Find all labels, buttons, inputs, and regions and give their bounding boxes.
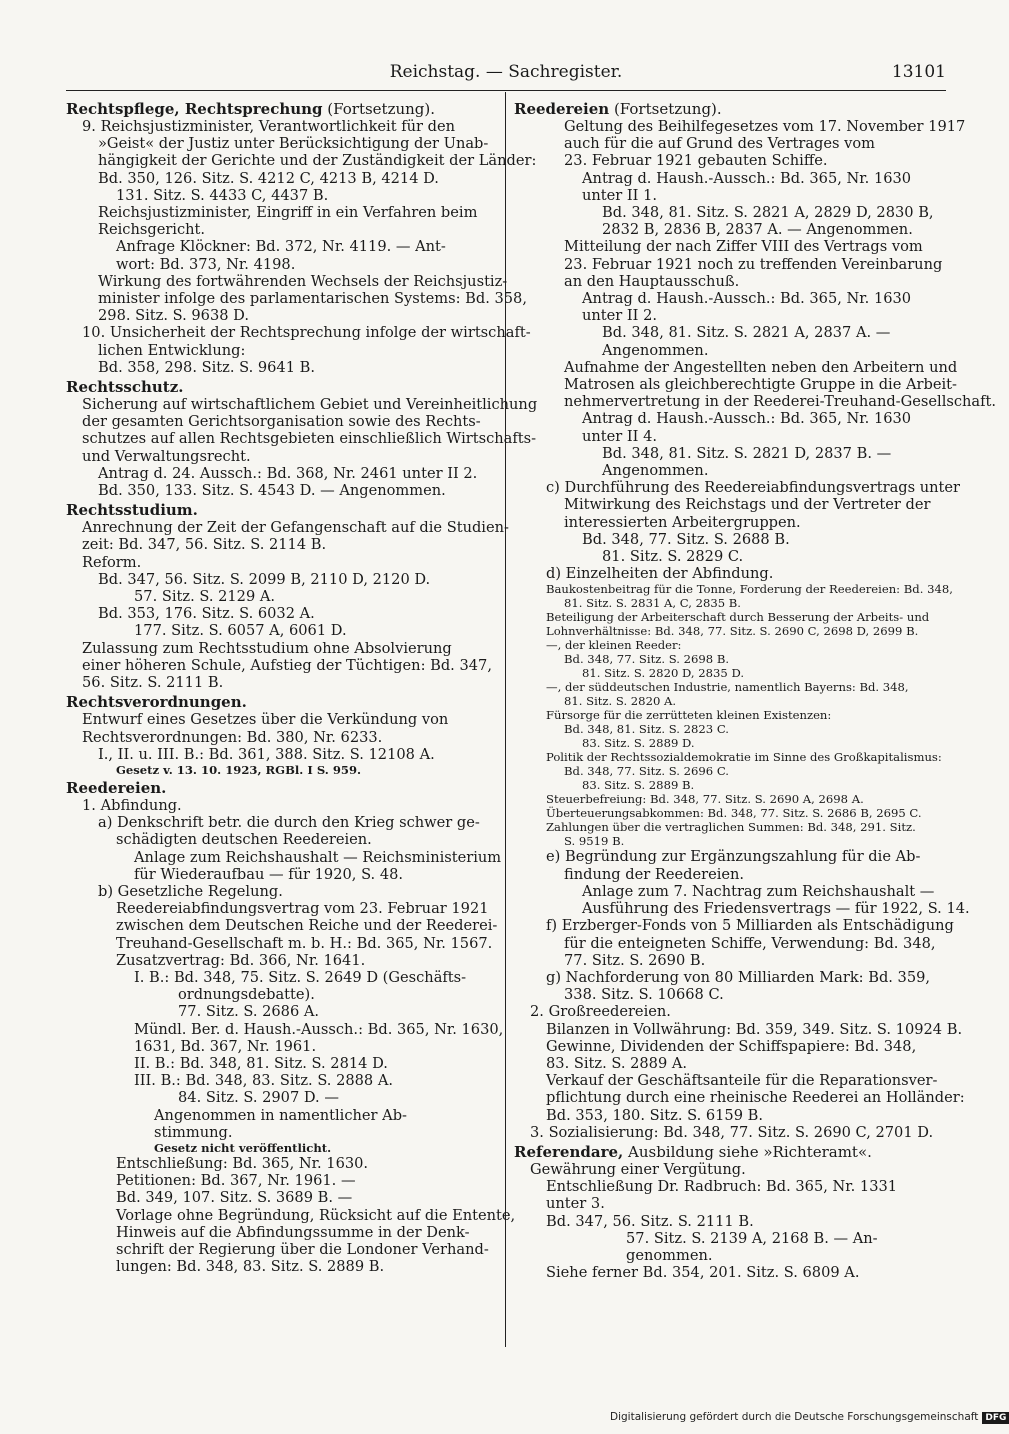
entry-line: Sicherung auf wirtschaftlichem Gebiet und Vereinheitlichung — [82, 396, 538, 414]
entry-line: f) Erzberger-Fonds von 5 Milliarden als Entschädigung — [546, 917, 954, 935]
entry-heading-continuation: Ausbildung siehe »Richteramt«. — [623, 1142, 872, 1161]
entry-line: 56. Sitz. S. 2111 B. — [82, 674, 224, 692]
footer-text: Digitalisierung gefördert durch die Deutsche Forschungsgemeinschaft — [610, 1411, 979, 1423]
entry-line: Treuhand-Gesellschaft m. b. H.: Bd. 365, Nr. 1567. — [116, 934, 493, 952]
entry-line: 10. Unsicherheit der Rechtsprechung infolge der wirtschaft- — [82, 324, 531, 342]
entry-line: Bd. 350, 126. Sitz. S. 4212 C, 4213 B, 4214 D. — [98, 169, 439, 187]
entry-heading-text: Rechtsschutz. — [66, 378, 184, 397]
entry-line: unter II 4. — [582, 427, 658, 445]
entry-heading — [66, 378, 496, 396]
entry-line: für die enteigneten Schiffe, Verwendung: Bd. 348, — [564, 934, 936, 952]
entry-line: 298. Sitz. S. 9638 D. — [98, 307, 249, 325]
entry-line: 57. Sitz. S. 2139 A, 2168 B. — An- — [626, 1229, 878, 1247]
entry-line: Antrag d. Haush.-Aussch.: Bd. 365, Nr. 1630 — [582, 169, 912, 187]
entry-line: Baukostenbeitrag für die Tonne, Forderung der Reedereien: Bd. 348, — [546, 582, 953, 597]
entry-line: Antrag d. 24. Aussch.: Bd. 368, Nr. 2461 unter II 2. — [98, 464, 478, 482]
entry-line: Bd. 348, 77. Sitz. S. 2696 C. — [564, 764, 729, 779]
entry-line: wort: Bd. 373, Nr. 4198. — [116, 255, 296, 273]
entry-line: Verkauf der Geschäftsanteile für die Reparationsver- — [546, 1072, 938, 1090]
entry-line: II. B.: Bd. 348, 81. Sitz. S. 2814 D. — [134, 1054, 388, 1072]
entry-line: Geltung des Beihilfegesetzes vom 17. November 1917 — [564, 118, 966, 135]
entry-line: nehmervertretung in der Reederei-Treuhand-Gesellschaft. — [564, 393, 997, 411]
entry-line: Gesetz nicht veröffentlicht. — [154, 1140, 332, 1155]
entry-line: Überteuerungsabkommen: Bd. 348, 77. Sitz. S. 2686 B, 2695 C. — [546, 806, 922, 821]
entry-line: Hinweis auf die Abfindungssumme in der Denk- — [116, 1223, 470, 1241]
entry-line: Angenommen. — [602, 462, 709, 480]
entry-line: Bd. 353, 176. Sitz. S. 6032 A. — [98, 605, 315, 623]
index-entry — [66, 693, 496, 777]
index-entry — [66, 100, 537, 376]
entry-line: genommen. — [626, 1246, 713, 1264]
entry-heading-text: Reedereien. — [66, 778, 167, 797]
entry-line: 81. Sitz. S. 2829 C. — [602, 548, 744, 566]
entry-line: Politik der Rechtssozialdemokratie im Sinne des Großkapitalismus: — [546, 750, 942, 765]
entry-line: Bd. 348, 81. Sitz. S. 2823 C. — [564, 722, 729, 737]
entry-line: 77. Sitz. S. 2686 A. — [178, 1003, 320, 1021]
entry-line: Bd. 353, 180. Sitz. S. 6159 B. — [546, 1106, 764, 1124]
entry-line: Anlage zum Reichshaushalt — Reichsministerium — [134, 848, 502, 866]
entry-line: Bilanzen in Vollwährung: Bd. 359, 349. Sitz. S. 10924 B. — [546, 1020, 963, 1038]
entry-line: an den Hauptausschuß. — [564, 272, 740, 290]
entry-line: 81. Sitz. S. 2831 A, C, 2835 B. — [564, 596, 741, 611]
entry-line: c) Durchführung des Reedereiabfindungsvertrags unter — [546, 479, 961, 497]
entry-line: d) Einzelheiten der Abfindung. — [546, 565, 774, 583]
entry-line: unter II 1. — [582, 186, 658, 204]
entry-line: pflichtung durch eine rheinische Reederei an Holländer: — [546, 1089, 965, 1107]
entry-line: Angenommen in namentlicher Ab- — [154, 1106, 407, 1124]
entry-line: hängigkeit der Gerichte und der Zuständigkeit der Länder: — [98, 152, 537, 170]
entry-line: lungen: Bd. 348, 83. Sitz. S. 2889 B. — [116, 1258, 385, 1276]
entry-heading — [66, 693, 496, 711]
entry-heading-text: Referendare, — [514, 1142, 624, 1161]
entry-line: Entschließung Dr. Radbruch: Bd. 365, Nr. 1331 — [546, 1178, 898, 1196]
entry-line: Anlage zum 7. Nachtrag zum Reichshaushalt — — [582, 882, 935, 900]
entry-line: 177. Sitz. S. 6057 A, 6061 D. — [134, 622, 347, 640]
entry-line: Mündl. Ber. d. Haush.-Aussch.: Bd. 365, Nr. 1630, — [134, 1020, 504, 1038]
entry-line: g) Nachforderung von 80 Milliarden Mark: Bd. 359, — [546, 968, 931, 986]
entry-line: Bd. 347, 56. Sitz. S. 2111 B. — [546, 1212, 754, 1230]
entry-line: lichen Entwicklung: — [98, 341, 246, 359]
entry-line: 83. Sitz. S. 2889 D. — [582, 736, 695, 751]
entry-line: Mitwirkung des Reichstags und der Vertreter der — [564, 496, 931, 514]
entry-line: 23. Februar 1921 noch zu treffenden Vereinbarung — [564, 255, 943, 273]
entry-line: und Verwaltungsrecht. — [82, 447, 251, 465]
entry-line: 3. Sozialisierung: Bd. 348, 77. Sitz. S. 2690 C, 2701 D. — [530, 1123, 934, 1141]
entry-line: Bd. 348, 77. Sitz. S. 2688 B. — [582, 530, 790, 548]
entry-line: 338. Sitz. S. 10668 C. — [564, 986, 724, 1004]
entry-line: Anfrage Klöckner: Bd. 372, Nr. 4119. — Ant- — [116, 238, 446, 256]
entry-line: Bd. 348, 77. Sitz. S. 2698 B. — [564, 652, 730, 667]
entry-heading — [66, 100, 496, 118]
entry-line: 23. Februar 1921 gebauten Schiffe. — [564, 152, 828, 170]
entry-line: für Wiederaufbau — für 1920, S. 48. — [134, 865, 404, 883]
entry-line: Vorlage ohne Begründung, Rücksicht auf die Entente, — [116, 1206, 516, 1224]
entry-heading-continuation: (Fortsetzung). — [609, 100, 722, 118]
footer-credit — [610, 1411, 1009, 1424]
header-rule — [66, 90, 946, 91]
entry-line: minister infolge des parlamentarischen Systems: Bd. 358, — [98, 290, 527, 308]
entry-line: »Geist« der Justiz unter Berücksichtigung der Unab- — [98, 135, 489, 153]
entry-line: S. 9519 B. — [564, 834, 625, 849]
entry-line: Entwurf eines Gesetzes über die Verkündung von — [82, 711, 449, 729]
entry-line: —, der kleinen Reeder: — [546, 638, 682, 653]
entry-line: ordnungsdebatte). — [178, 986, 315, 1004]
entry-heading — [514, 100, 946, 118]
running-title: Reichstag. — Sachregister. — [389, 62, 623, 82]
entry-line: schrift der Regierung über die Londoner Verhand- — [116, 1240, 489, 1258]
entry-heading-text: Rechtspflege, Rechtsprechung — [66, 100, 323, 118]
entry-line: der gesamten Gerichtsorganisation sowie des Rechts- — [82, 413, 481, 431]
page-header — [66, 60, 946, 86]
entry-line: Zulassung zum Rechtsstudium ohne Absolvierung — [82, 639, 452, 657]
entry-line: unter II 2. — [582, 307, 658, 325]
entry-line: e) Begründung zur Ergänzungszahlung für die Ab- — [546, 848, 921, 866]
entry-line: Lohnverhältnisse: Bd. 348, 77. Sitz. S. 2690 C, 2698 D, 2699 B. — [546, 624, 919, 639]
entry-line: interessierten Arbeitergruppen. — [564, 513, 801, 531]
entry-line: Reichsjustizminister, Eingriff in ein Verfahren beim — [98, 204, 478, 222]
entry-line: Bd. 350, 133. Sitz. S. 4543 D. — Angenommen. — [98, 482, 446, 500]
index-entry — [66, 778, 516, 1276]
right-column — [514, 100, 997, 1283]
entry-line: Beteiligung der Arbeiterschaft durch Besserung der Arbeits- und — [546, 610, 930, 625]
entry-line: 84. Sitz. S. 2907 D. — — [178, 1089, 339, 1107]
entry-line: Bd. 348, 81. Sitz. S. 2821 D, 2837 B. — — [602, 444, 892, 462]
entry-line: a) Denkschrift betr. die durch den Krieg schwer ge- — [98, 814, 480, 832]
entry-line: 2. Großreedereien. — [530, 1003, 671, 1021]
entry-line: I., II. u. III. B.: Bd. 361, 388. Sitz. S. 12108 A. — [98, 745, 435, 763]
entry-line: Bd. 347, 56. Sitz. S. 2099 B, 2110 D, 2120 D. — [98, 570, 431, 588]
entry-line: 2832 B, 2836 B, 2837 A. — Angenommen. — [602, 221, 913, 239]
entry-line: auch für die auf Grund des Vertrages vom — [564, 135, 876, 153]
entry-line: Anrechnung der Zeit der Gefangenschaft auf die Studien- — [82, 519, 509, 537]
entry-line: Siehe ferner Bd. 354, 201. Sitz. S. 6809 A. — [546, 1264, 860, 1282]
entry-line: 9. Reichsjustizminister, Verantwortlichkeit für den — [82, 118, 456, 135]
entry-line: stimmung. — [154, 1123, 233, 1141]
entry-line: Bd. 348, 81. Sitz. S. 2821 A, 2837 A. — — [602, 324, 891, 342]
entry-line: Steuerbefreiung: Bd. 348, 77. Sitz. S. 2690 A, 2698 A. — [546, 792, 864, 807]
entry-line: 131. Sitz. S. 4433 C, 4437 B. — [116, 186, 329, 204]
entry-line: Reedereiabfindungsvertrag vom 23. Februar 1921 — [116, 900, 489, 918]
entry-line: Antrag d. Haush.-Aussch.: Bd. 365, Nr. 1630 — [582, 290, 912, 308]
index-entry — [66, 501, 509, 692]
entry-heading — [66, 501, 496, 519]
dfg-logo: DFG — [982, 1412, 1009, 1424]
entry-heading-text: Rechtsstudium. — [66, 501, 198, 520]
entry-line: unter 3. — [546, 1195, 605, 1213]
entry-line: Entschließung: Bd. 365, Nr. 1630. — [116, 1154, 369, 1172]
entry-line: Zahlungen über die vertraglichen Summen: Bd. 348, 291. Sitz. — [546, 820, 916, 835]
entry-line: zwischen dem Deutschen Reiche und der Reederei- — [116, 917, 498, 935]
entry-line: Petitionen: Bd. 367, Nr. 1961. — — [116, 1172, 356, 1190]
entry-line: Gewinne, Dividenden der Schiffspapiere: Bd. 348, — [546, 1037, 917, 1055]
entry-line: Mitteilung der nach Ziffer VIII des Vertrags vom — [564, 238, 923, 256]
entry-line: 57. Sitz. S. 2129 A. — [134, 588, 276, 606]
entry-line: Wirkung des fortwährenden Wechsels der Reichsjustiz- — [98, 272, 508, 290]
entry-line: —, der süddeutschen Industrie, namentlich Bayerns: Bd. 348, — [546, 680, 909, 695]
entry-line: Bd. 349, 107. Sitz. S. 3689 B. — — [116, 1189, 353, 1207]
entry-line: Bd. 348, 81. Sitz. S. 2821 A, 2829 D, 2830 B, — [602, 204, 934, 222]
entry-line: Bd. 358, 298. Sitz. S. 9641 B. — [98, 358, 316, 376]
entry-heading — [66, 779, 496, 797]
page-number: 13101 — [891, 62, 946, 82]
entry-line: 83. Sitz. S. 2889 A. — [546, 1054, 688, 1072]
entry-line: Aufnahme der Angestellten neben den Arbeitern und — [564, 358, 958, 376]
entry-line: Reichsgericht. — [98, 221, 206, 239]
entry-line: 83. Sitz. S. 2889 B. — [582, 778, 695, 793]
entry-line: 1631, Bd. 367, Nr. 1961. — [134, 1037, 317, 1055]
entry-line: b) Gesetzliche Regelung. — [98, 882, 283, 900]
entry-heading-text: Rechtsverordnungen. — [66, 693, 247, 712]
entry-line: Gewährung einer Vergütung. — [530, 1160, 746, 1178]
entry-line: schutzes auf allen Rechtsgebieten einschließlich Wirtschafts- — [82, 430, 537, 448]
entry-line: Antrag d. Haush.-Aussch.: Bd. 365, Nr. 1630 — [582, 410, 912, 428]
index-entry — [66, 378, 538, 500]
index-entry — [514, 1143, 946, 1281]
entry-line: Ausführung des Friedensvertrags — für 1922, S. 14. — [582, 900, 970, 918]
entry-line: III. B.: Bd. 348, 83. Sitz. S. 2888 A. — [134, 1072, 394, 1090]
entry-line: schädigten deutschen Reedereien. — [116, 831, 372, 849]
entry-line: Matrosen als gleichberechtigte Gruppe in die Arbeit- — [564, 376, 957, 394]
entry-line: Angenommen. — [602, 341, 709, 359]
entry-heading-text: Reedereien — [514, 100, 610, 118]
entry-line: Fürsorge für die zerrütteten kleinen Existenzen: — [546, 708, 832, 723]
index-entry — [514, 100, 997, 1141]
entry-line: I. B.: Bd. 348, 75. Sitz. S. 2649 D (Geschäfts- — [134, 968, 467, 986]
entry-line: Reform. — [82, 553, 142, 571]
entry-line: 81. Sitz. S. 2820 A. — [564, 694, 677, 709]
entry-line: 81. Sitz. S. 2820 D, 2835 D. — [582, 666, 745, 681]
left-column — [66, 100, 538, 1277]
entry-line: zeit: Bd. 347, 56. Sitz. S. 2114 B. — [82, 536, 327, 554]
entry-line: einer höheren Schule, Aufstieg der Tüchtigen: Bd. 347, — [82, 656, 492, 674]
entry-line: Gesetz v. 13. 10. 1923, RGBl. I S. 959. — [116, 762, 362, 777]
entry-line: Zusatzvertrag: Bd. 366, Nr. 1641. — [116, 951, 366, 969]
entry-line: 1. Abfindung. — [82, 796, 182, 814]
entry-line: findung der Reedereien. — [564, 865, 745, 883]
entry-heading-continuation: (Fortsetzung). — [322, 100, 436, 118]
entry-line: 77. Sitz. S. 2690 B. — [564, 951, 706, 969]
entry-heading — [514, 1143, 946, 1161]
entry-line: Rechtsverordnungen: Bd. 380, Nr. 6233. — [82, 728, 383, 746]
